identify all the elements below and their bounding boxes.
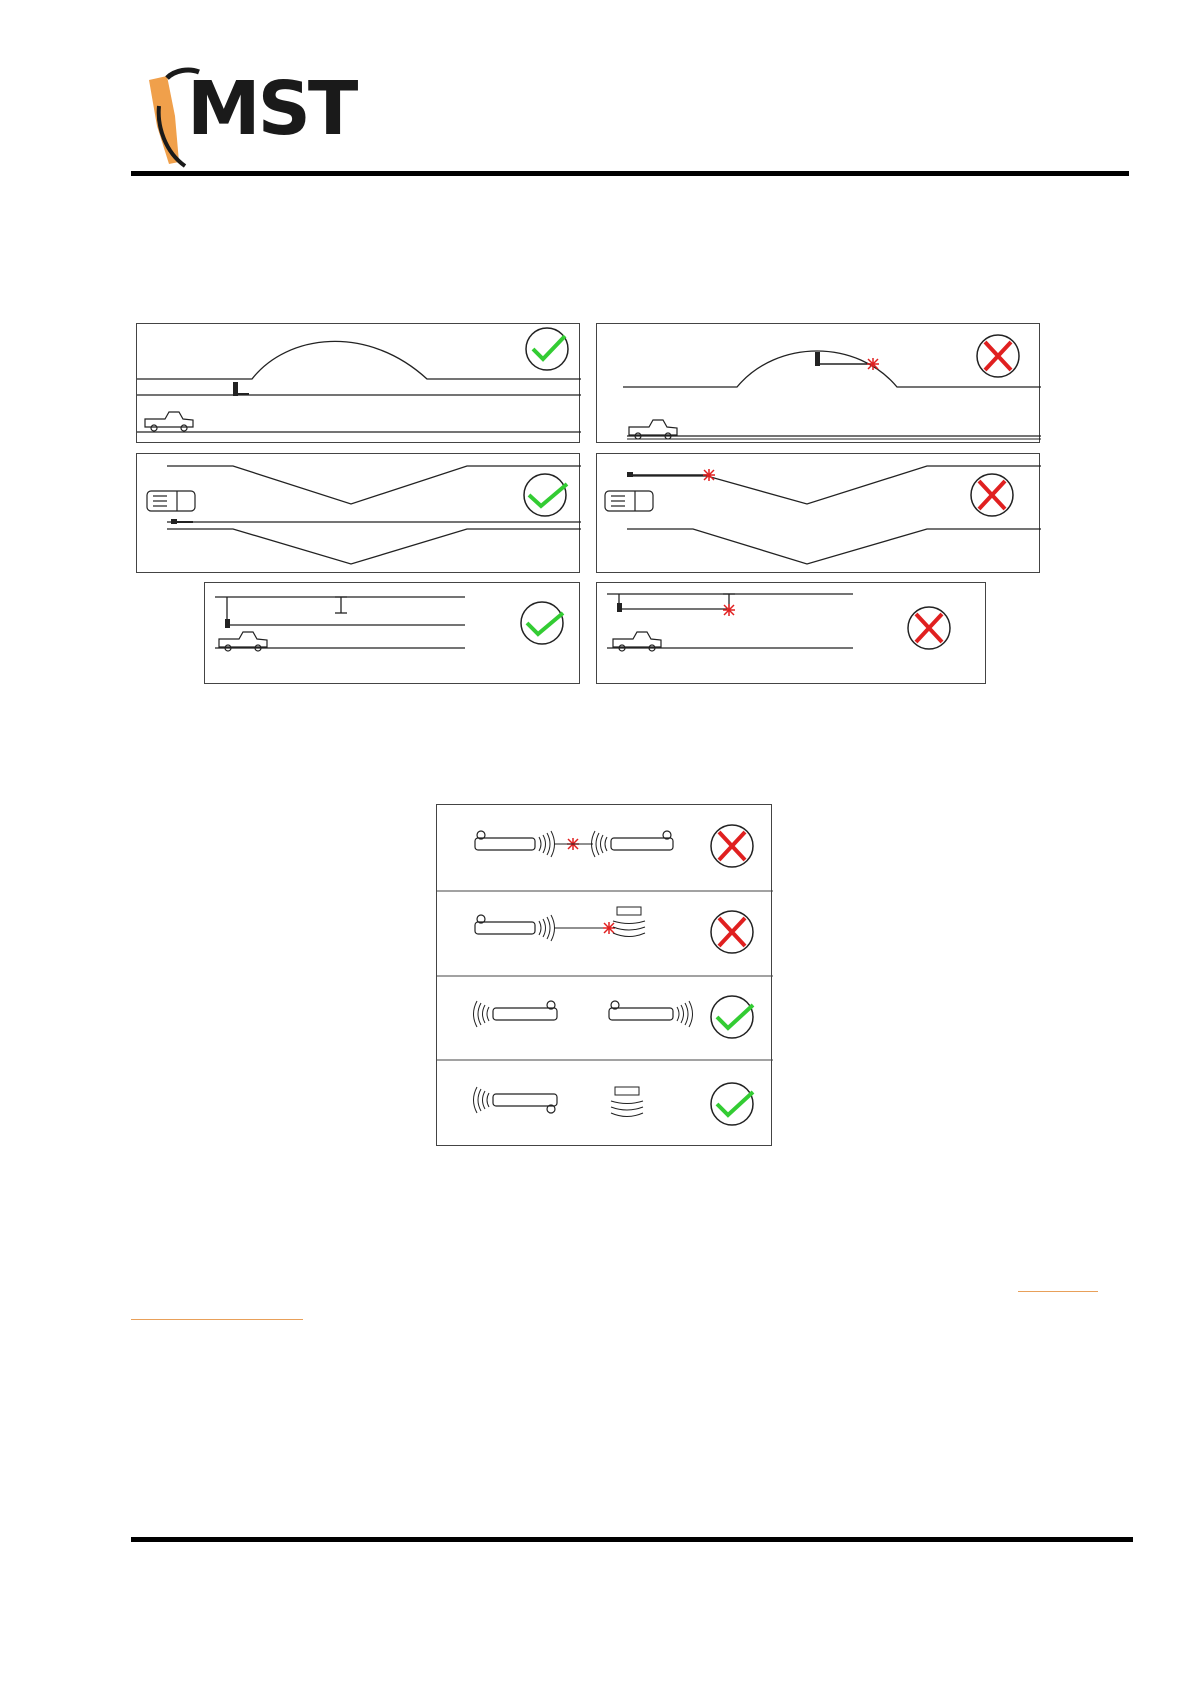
pickup-truck-icon [145, 412, 193, 431]
footer-rule [131, 1537, 1133, 1542]
i-beam-icon [335, 597, 347, 613]
panel-arch-ok [136, 323, 580, 443]
hyperlink-underline[interactable] [131, 1319, 303, 1320]
row-reader-away-from-tag [474, 1083, 754, 1125]
red-cross-icon [908, 607, 950, 649]
row-readers-back-to-back [474, 996, 754, 1038]
green-check-icon [711, 1083, 753, 1125]
reader-device-icon [225, 619, 465, 628]
reader-device-icon [493, 1094, 557, 1113]
signal-collision-icon [723, 604, 735, 616]
red-cross-icon [711, 911, 753, 953]
signal-collision-icon [703, 469, 715, 481]
reader-device-icon [233, 382, 249, 396]
header-rule [131, 171, 1129, 176]
signal-collision-icon [603, 922, 615, 934]
truck-top-view-icon [605, 491, 653, 511]
panel-beam-ok [204, 582, 580, 684]
reader-device-icon [493, 1001, 557, 1020]
green-check-icon [526, 328, 568, 370]
signal-waves-icon [677, 1001, 693, 1027]
truck-top-view-icon [147, 491, 195, 511]
reader-device-icon [475, 831, 535, 850]
tag-icon [613, 907, 645, 937]
reader-device-icon [611, 831, 673, 850]
panel-vbend-blocked [596, 453, 1040, 573]
red-cross-icon [971, 474, 1013, 516]
green-check-icon [524, 474, 567, 516]
green-check-icon [711, 996, 753, 1038]
tag-icon [611, 1087, 643, 1117]
reader-device-icon [475, 915, 535, 934]
mst-logo [145, 66, 365, 170]
reader-device-icon [171, 519, 193, 524]
row-facing-readers [475, 825, 753, 867]
panel-vbend-ok [136, 453, 580, 573]
signal-waves-icon [474, 1001, 490, 1027]
signal-waves-icon [539, 915, 555, 941]
reader-device-icon [617, 603, 727, 612]
red-cross-icon [977, 335, 1019, 377]
signal-collision-icon [867, 358, 879, 370]
panel-arch-blocked [596, 323, 1040, 443]
reader-orientation-table [436, 804, 772, 1146]
hyperlink-underline[interactable] [1018, 1291, 1098, 1292]
green-check-icon [521, 602, 563, 644]
signal-waves-icon [474, 1087, 490, 1113]
reader-device-icon [609, 1001, 673, 1020]
panel-beam-blocked [596, 582, 986, 684]
logo-text: MST [187, 66, 356, 152]
red-cross-icon [711, 825, 753, 867]
row-reader-facing-tag [475, 907, 753, 953]
